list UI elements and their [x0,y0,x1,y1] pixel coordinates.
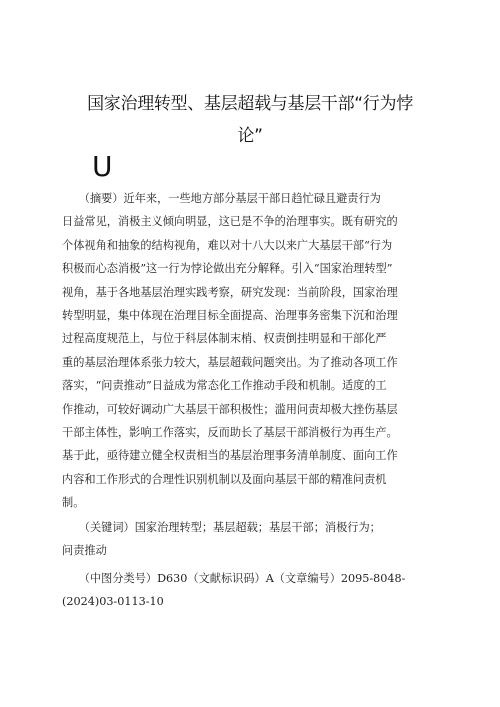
classification-line: （中图分类号）D630（文献标识码）A（文章编号）2095-8048- [62,572,406,585]
abstract-line: （摘要）近年来，一些地方部分基层干部日趋忙碌且避责行为 [62,192,381,205]
keywords-line: 问责推动 [62,544,107,558]
abstract-paragraph [62,187,440,515]
abstract-line: 日益常见，消极主义倾向明显，这已是不争的治理事实。既有研究的 [62,215,398,229]
abstract-line: 制。 [62,496,85,510]
abstract-line: 转型明显，集中体现在治理目标全面提高、治理事务密集下沉和治理 [62,309,398,323]
abstract-line: 个体视角和抽象的结构视角，难以对十八大以来广大基层干部“行为 [62,238,393,252]
classification-paragraph [62,567,440,614]
keywords-paragraph [62,516,440,563]
drop-letter: U [92,150,113,183]
abstract-line: 基于此，亟待建立健全权责相当的基层治理事务清单制度、面向工作 [62,449,398,463]
abstract-line: 重的基层治理体系张力较大，基层超载问题突出。为了推动各项工作 [62,355,398,369]
abstract-line: 视角，基于各地基层治理实践考察，研究发现：当前阶段，国家治理 [62,285,398,299]
article-title [60,88,440,152]
abstract-line: 干部主体性，影响工作落实，反而助长了基层干部消极行为再生产。 [62,426,398,440]
title-line: 论” [237,126,263,146]
classification-line: (2024)03-0113-10 [62,595,164,609]
abstract-line: 落实，“问责推动”日益成为常态化工作推动手段和机制。适度的工 [62,379,387,393]
abstract-line: 内容和工作形式的合理性识别机制以及面向基层干部的精准问责机 [62,472,387,486]
keywords-line: （关键词）国家治理转型；基层超载；基层干部；消极行为； [62,521,381,534]
abstract-line: 过程高度规范上，与位于科层体制末梢、权责倒挂明显和干部化严 [62,332,387,346]
abstract-line: 积极而心态消极”这一行为悖论做出充分解释。引入“国家治理转型” [62,262,393,276]
abstract-line: 作推动，可较好调动广大基层干部积极性；滥用问责却极大挫伤基层 [62,402,398,416]
title-line: 国家治理转型、基层超载与基层干部“行为悖 [87,94,413,114]
